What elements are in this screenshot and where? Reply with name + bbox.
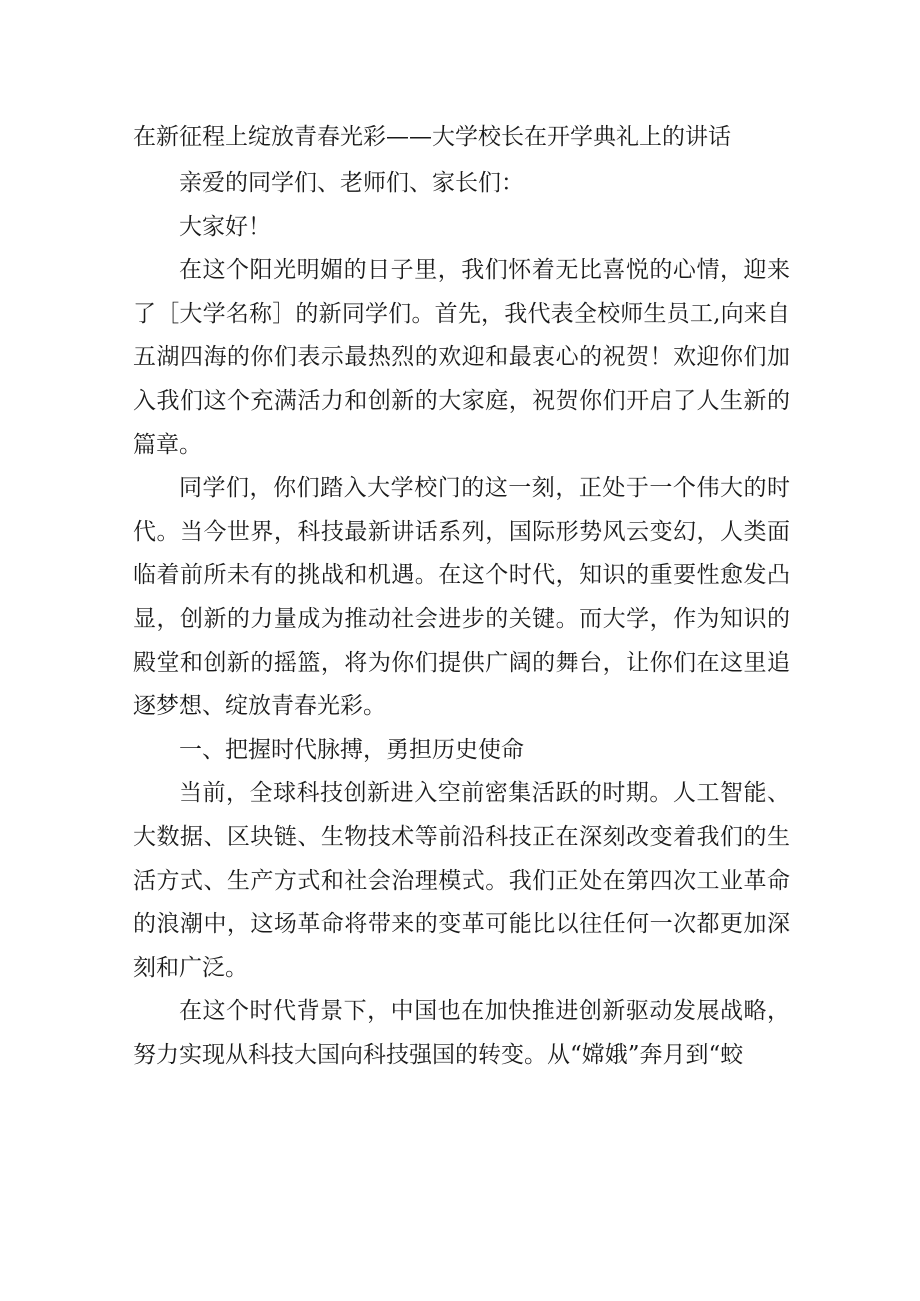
paragraph-tech: 当前，全球科技创新进入空前密集活跃的时期。人工智能、大数据、区块链、生物技术等前沿科技正在深刻改变着我们的生活方式、生产方式和社会治理模式。我们正处在第四次工业革命的浪潮中，这场革命将带来的变革可能比以往任何一次都更加深刻和广泛。 (133, 780, 790, 981)
document-title: 在新征程上绽放青春光彩——大学校长在开学典礼上的讲话 (133, 124, 731, 150)
paragraph-era: 同学们，你们踏入大学校门的这一刻，正处于一个伟大的时代。当今世界，科技最新讲话系列，国际形势风云变幻，人类面临着前所未有的挑战和机遇。在这个时代，知识的重要性愈发凸显，创新的力量成为推动社会进步的关键。而大学，作为知识的殿堂和创新的摇篮，将为你们提供广阔的舞台，让你们在这里追逐梦想、绽放青春光彩。 (133, 475, 790, 720)
salutation: 亲爱的同学们、老师们、家长们： (179, 170, 524, 196)
document-body (133, 162, 790, 1077)
greeting: 大家好！ (179, 213, 271, 240)
section-heading-1: 一、把握时代脉搏，勇担历史使命 (179, 736, 524, 763)
paragraph-china: 在这个时代背景下，中国也在加快推进创新驱动发展战略，努力实现从科技大国向科技强国的转变。从“嫦娥”奔月到“蛟 (133, 998, 790, 1068)
paragraph-welcome: 在这个阳光明媚的日子里，我们怀着无比喜悦的心情，迎来了［大学名称］的新同学们。首先，我代表全校师生员工,向来自五湖四海的你们表示最热烈的欢迎和最衷心的祝贺！欢迎你们加入我们这个充满活力和创新的大家庭，祝贺你们开启了人生新的篇章。 (133, 257, 790, 458)
